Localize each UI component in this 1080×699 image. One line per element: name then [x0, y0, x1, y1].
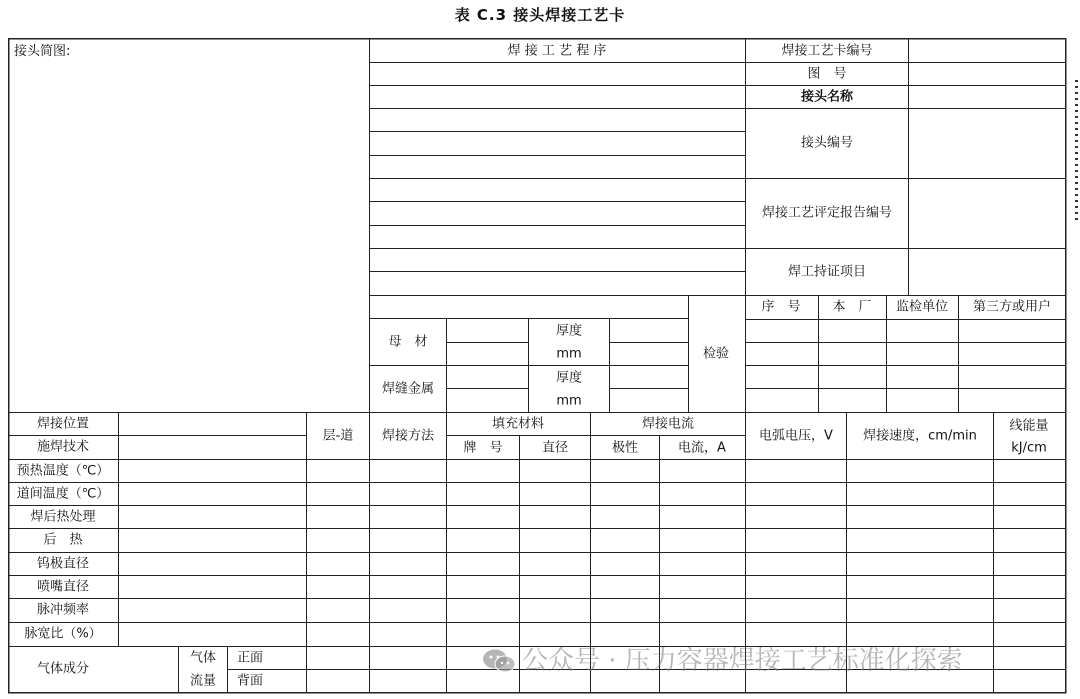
third-party-header: 第三方或用户 — [972, 299, 1052, 315]
sketch-label: 接头简图: — [14, 44, 71, 59]
speed-header: 焊接速度，cm/min — [863, 428, 977, 444]
pqr-no-label: 焊接工艺评定报告编号 — [761, 205, 893, 221]
layer-pass-header: 层-道 — [322, 428, 354, 444]
thickness-label-2: 厚度 — [555, 370, 583, 386]
current-group-header: 焊接电流 — [641, 416, 695, 432]
current-a-header: 电流，A — [678, 440, 726, 456]
technique-label: 施焊技术 — [36, 439, 90, 455]
gas-label: 气体 — [189, 650, 217, 666]
factory-header: 本 厂 — [832, 299, 872, 315]
pwht-label: 焊后热处理 — [30, 509, 96, 525]
joint-no-label: 接头编号 — [800, 135, 854, 151]
pulse-ratio-label: 脉宽比（%） — [24, 626, 102, 642]
polarity-header: 极性 — [611, 440, 639, 456]
flow-label: 流量 — [189, 673, 217, 689]
arc-voltage-header: 电弧电压，V — [759, 428, 833, 444]
scan-edge — [1075, 80, 1078, 220]
back-label: 背面 — [236, 673, 264, 689]
card-no-label: 焊接工艺卡编号 — [781, 43, 873, 59]
nozzle-dia-label: 喷嘴直径 — [36, 579, 90, 595]
heat-input-header: 线能量 — [1009, 418, 1049, 434]
welder-cert-label: 焊工持证项目 — [787, 264, 867, 280]
diameter-header: 直径 — [541, 440, 569, 456]
weld-position-label: 焊接位置 — [36, 416, 90, 432]
joint-name-label: 接头名称 — [800, 89, 854, 105]
seq-no-header: 序 号 — [761, 299, 801, 315]
preheat-temp-label: 预热温度（℃） — [16, 463, 110, 479]
brand-header: 牌 号 — [463, 440, 503, 456]
pulse-freq-label: 脉冲频率 — [36, 602, 90, 618]
thickness-label-1: 厚度 — [555, 323, 583, 339]
method-header: 焊接方法 — [381, 428, 435, 444]
procedure-header: 焊 接 工 艺 程 序 — [507, 43, 607, 59]
inspection-label: 检验 — [702, 346, 730, 362]
table-title: 表 C.3 接头焊接工艺卡 — [454, 6, 626, 24]
interpass-temp-label: 道间温度（℃） — [16, 486, 110, 502]
weld-metal-label: 焊缝金属 — [381, 381, 435, 397]
heat-unit-header: kJ/cm — [1011, 440, 1047, 456]
drawing-no-label: 图 号 — [807, 66, 847, 82]
front-label: 正面 — [236, 650, 264, 666]
filler-header: 填充材料 — [491, 416, 545, 432]
watermark-text: 公众号 · 压力容器焊接工艺标准化探索 — [522, 646, 963, 676]
supervisor-header: 监检单位 — [895, 299, 949, 315]
thickness-unit-1: mm — [556, 346, 582, 362]
tungsten-dia-label: 钨极直径 — [36, 556, 90, 572]
thickness-unit-2: mm — [556, 393, 582, 409]
gas-comp-label: 气体成分 — [36, 661, 90, 677]
wechat-icon — [482, 648, 516, 674]
post-heat-label: 后 热 — [43, 532, 83, 548]
base-metal-label: 母 材 — [388, 334, 428, 350]
